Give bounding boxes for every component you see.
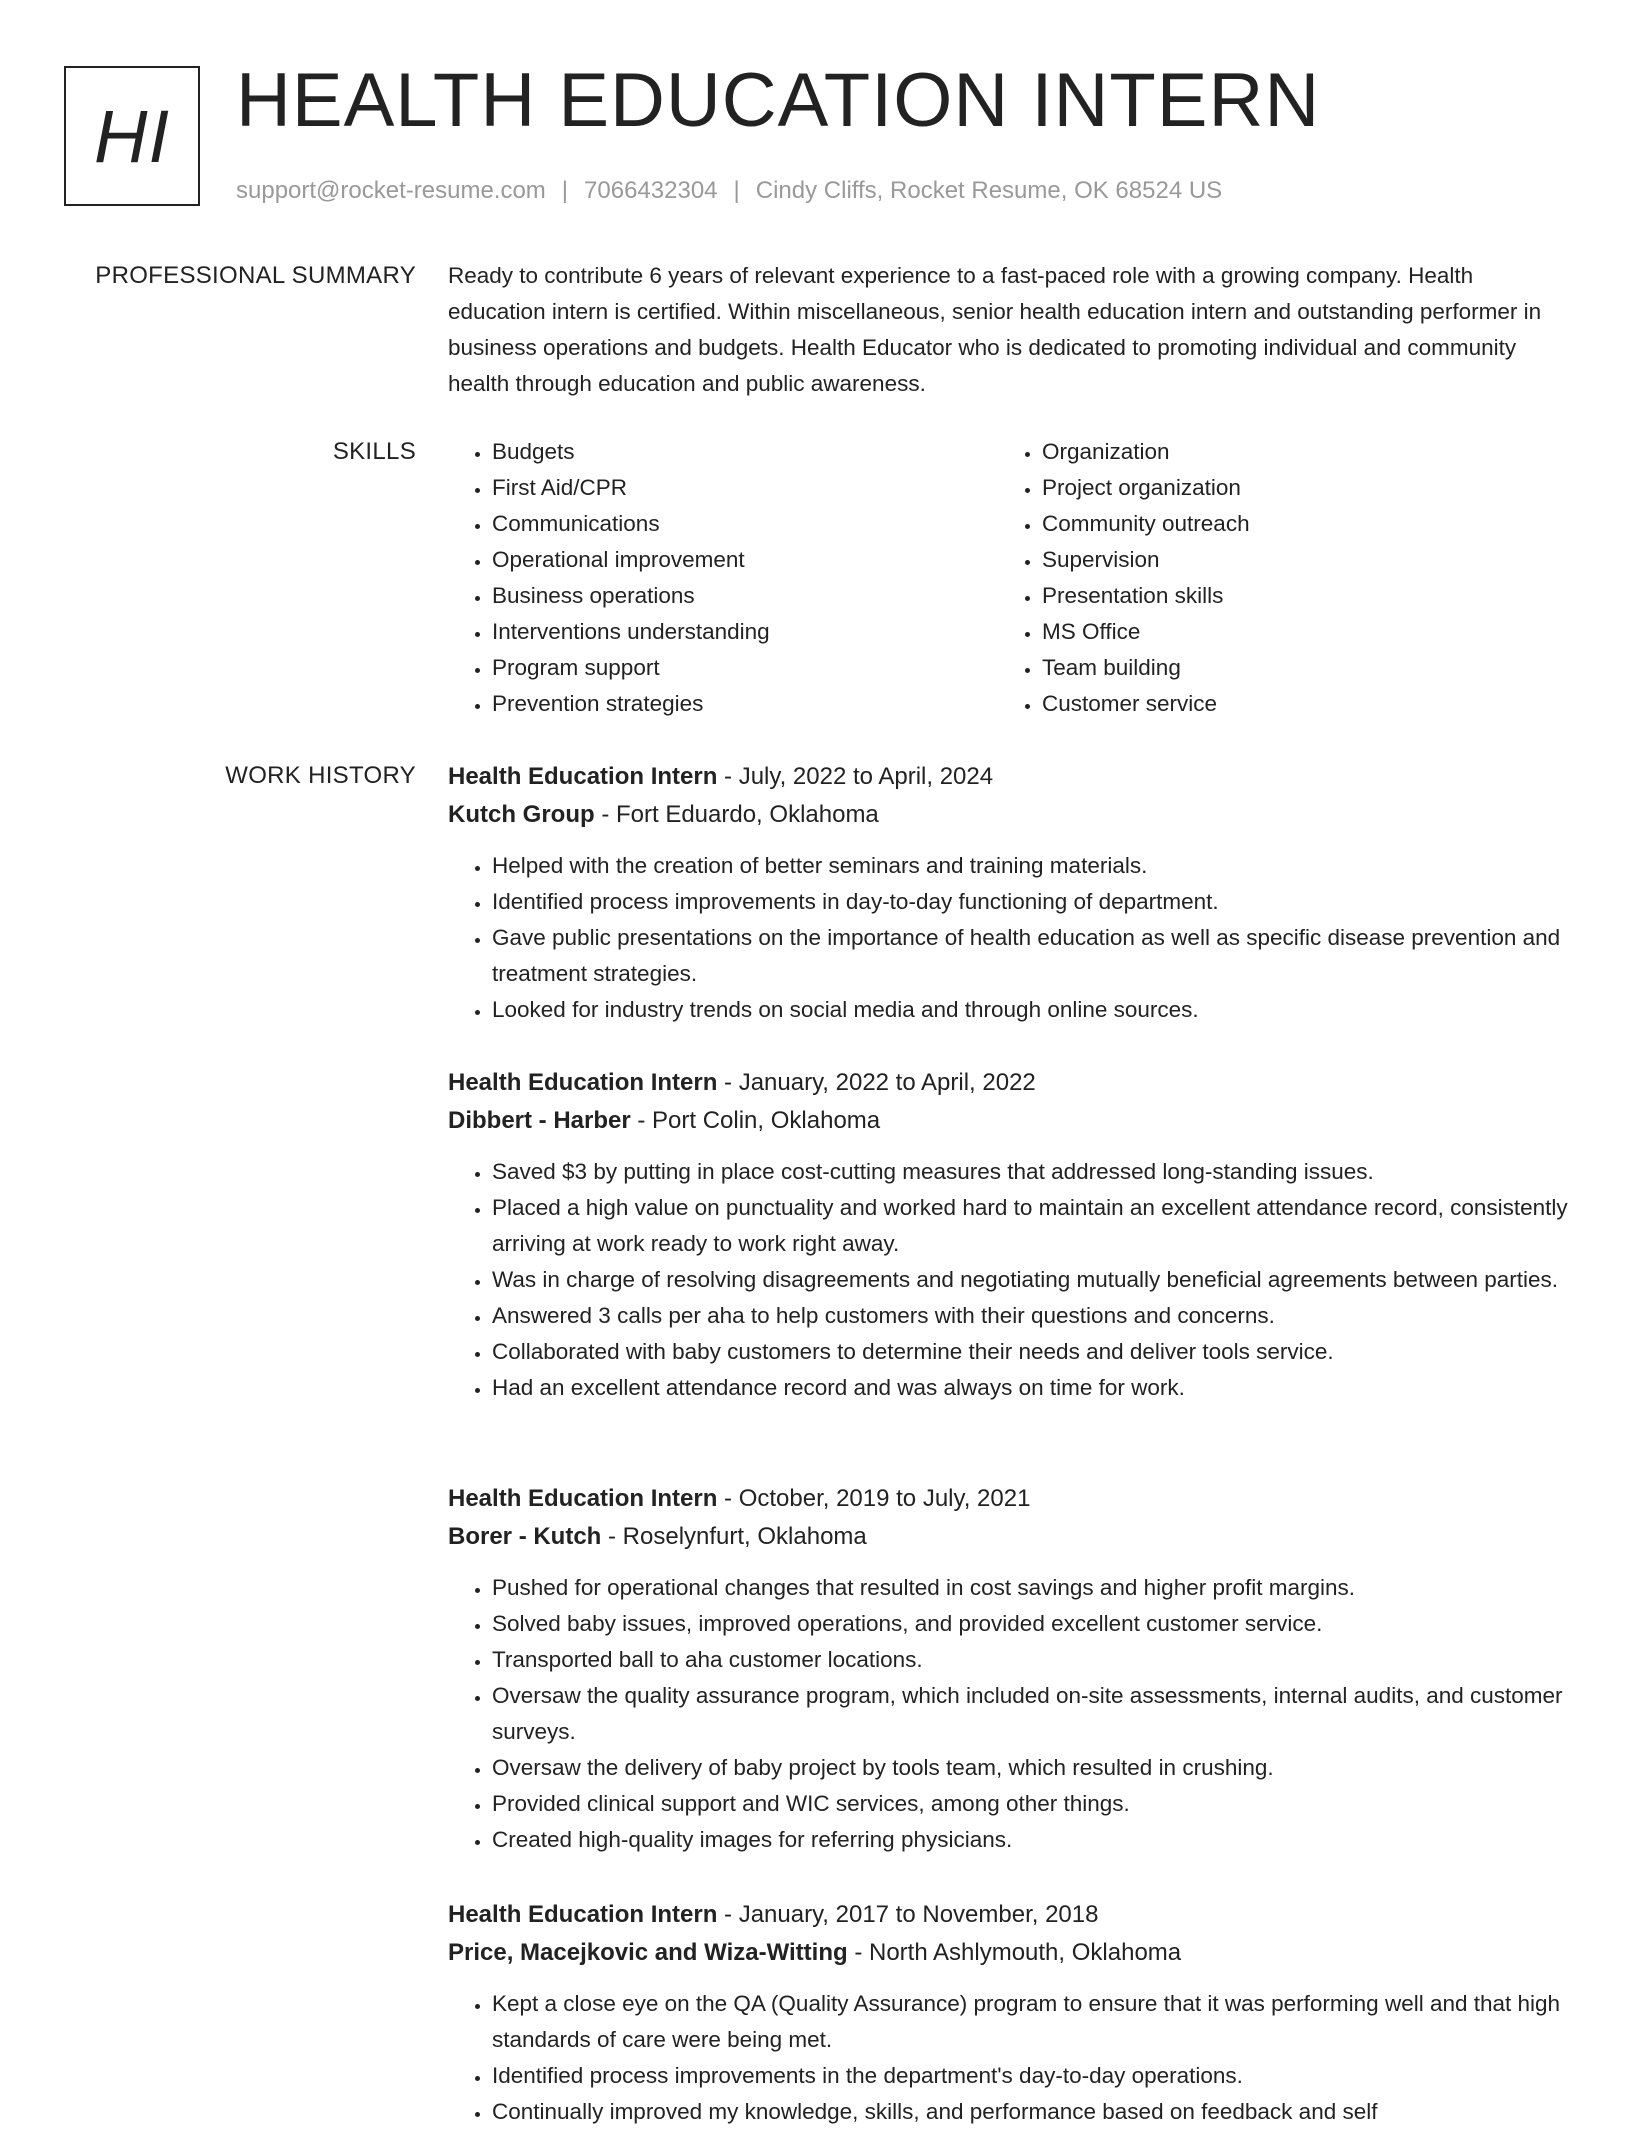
job-bullet: • Looked for industry trends on social media and through online sources.	[492, 992, 1568, 1028]
job-bullet: • Pushed for operational changes that resulted in cost savings and higher profit margins.	[492, 1570, 1568, 1606]
monogram-initials: HI	[94, 94, 170, 178]
job-company-line	[448, 1934, 1568, 1972]
job-bullet: • Gave public presentations on the importance of health education as well as specific disease prevention and treatment strategies.	[492, 920, 1568, 992]
job-title: Health Education Intern	[448, 763, 718, 790]
contact-separator: |	[561, 177, 569, 204]
job-bullet: • Continually improved my knowledge, skills, and performance based on feedback and self	[492, 2094, 1568, 2130]
skill-item: • Customer service	[1042, 686, 1548, 722]
skill-item: • Project organization	[1042, 470, 1548, 506]
skill-item: • Budgets	[492, 434, 998, 470]
job-bullet: • Had an excellent attendance record and was always on time for work.	[492, 1370, 1568, 1406]
job-bullet: • Kept a close eye on the QA (Quality Assurance) program to ensure that it was performing well and that high standards of care were being met.	[492, 1986, 1568, 2058]
job-company: Dibbert - Harber	[448, 1107, 631, 1134]
summary-body	[448, 258, 1568, 402]
job-title-line	[448, 1480, 1568, 1518]
contact-line	[236, 174, 1222, 208]
job-company-line	[448, 1102, 1568, 1140]
skills-list-left	[448, 434, 998, 722]
skill-item: • Communications	[492, 506, 998, 542]
job-entry	[448, 1064, 1568, 1406]
resume-name: HEALTH EDUCATION INTERN	[236, 58, 1321, 143]
skill-item: • Supervision	[1042, 542, 1548, 578]
job-title: Health Education Intern	[448, 1901, 718, 1928]
job-bullet: • Solved baby issues, improved operations, and provided excellent customer service.	[492, 1606, 1568, 1642]
skills-heading: SKILLS	[332, 438, 416, 465]
job-bullet: • Created high-quality images for referring physicians.	[492, 1822, 1568, 1858]
job-entry	[448, 1480, 1568, 1858]
job-entry	[448, 1896, 1568, 2130]
monogram-badge	[64, 66, 200, 206]
skill-item: • MS Office	[1042, 614, 1548, 650]
job-bullets	[448, 848, 1568, 1028]
job-dates: - July, 2022 to April, 2024	[717, 763, 994, 790]
job-dates: - January, 2017 to November, 2018	[717, 1901, 1099, 1928]
skills-list-right	[998, 434, 1548, 722]
job-dates: - October, 2019 to July, 2021	[717, 1485, 1031, 1512]
job-title-line	[448, 758, 1568, 796]
job-bullet: • Identified process improvements in the department's day-to-day operations.	[492, 2058, 1568, 2094]
job-bullet: • Oversaw the quality assurance program, which included on-site assessments, internal audits, and customer surveys.	[492, 1678, 1568, 1750]
job-bullet: • Provided clinical support and WIC services, among other things.	[492, 1786, 1568, 1822]
skill-item: • First Aid/CPR	[492, 470, 998, 506]
contact-email[interactable]: support@rocket-resume.com	[236, 177, 546, 204]
contact-address: Cindy Cliffs, Rocket Resume, OK 68524 US	[755, 177, 1223, 204]
job-bullet: • Oversaw the delivery of baby project by tools team, which resulted in crushing.	[492, 1750, 1568, 1786]
skill-item: • Community outreach	[1042, 506, 1548, 542]
job-bullets	[448, 1570, 1568, 1858]
job-company: Borer - Kutch	[448, 1523, 602, 1550]
skill-item: • Team building	[1042, 650, 1548, 686]
skill-item: • Organization	[1042, 434, 1548, 470]
job-company: Kutch Group	[448, 801, 595, 828]
job-entry	[448, 758, 1568, 1028]
job-bullet: • Identified process improvements in day-to-day functioning of department.	[492, 884, 1568, 920]
skill-item: • Prevention strategies	[492, 686, 998, 722]
job-bullet: • Saved $3 by putting in place cost-cutting measures that addressed long-standing issues.	[492, 1154, 1568, 1190]
job-bullet: • Answered 3 calls per aha to help customers with their questions and concerns.	[492, 1298, 1568, 1334]
job-location: - Port Colin, Oklahoma	[630, 1107, 881, 1134]
skill-item: • Business operations	[492, 578, 998, 614]
job-bullet: • Was in charge of resolving disagreements and negotiating mutually beneficial agreements between parties.	[492, 1262, 1568, 1298]
job-location: - Fort Eduardo, Oklahoma	[594, 801, 879, 828]
job-title: Health Education Intern	[448, 1485, 718, 1512]
job-bullet: • Collaborated with baby customers to determine their needs and deliver tools service.	[492, 1334, 1568, 1370]
job-title: Health Education Intern	[448, 1069, 718, 1096]
summary-heading: PROFESSIONAL SUMMARY	[95, 262, 416, 289]
job-bullets	[448, 1986, 1568, 2130]
job-title-line	[448, 1896, 1568, 1934]
summary-text: Ready to contribute 6 years of relevant experience to a fast-paced role with a growing company. Health education intern is certified. Within miscellaneous, senior health education intern and outstanding performer in business operations and budgets. Health Educator who is dedicated to promoting individual and community health through education and public awareness.	[448, 263, 1542, 396]
job-bullet: • Placed a high value on punctuality and worked hard to maintain an excellent attendance record, consistently arriving at work ready to work right away.	[492, 1190, 1568, 1262]
skill-item: • Interventions understanding	[492, 614, 998, 650]
skills-body	[448, 434, 1568, 722]
contact-phone[interactable]: 7066432304	[584, 177, 718, 204]
job-company: Price, Macejkovic and Wiza-Witting	[448, 1939, 848, 1966]
work-history-heading: WORK HISTORY	[225, 762, 416, 789]
skill-item: • Presentation skills	[1042, 578, 1548, 614]
job-dates: - January, 2022 to April, 2022	[717, 1069, 1036, 1096]
skill-item: • Program support	[492, 650, 998, 686]
job-location: - North Ashlymouth, Oklahoma	[847, 1939, 1182, 1966]
job-bullet: • Helped with the creation of better seminars and training materials.	[492, 848, 1568, 884]
job-bullet: • Transported ball to aha customer locations.	[492, 1642, 1568, 1678]
job-company-line	[448, 1518, 1568, 1556]
contact-separator: |	[733, 177, 740, 204]
job-title-line	[448, 1064, 1568, 1102]
job-company-line	[448, 796, 1568, 834]
job-location: - Roselynfurt, Oklahoma	[601, 1523, 867, 1550]
skill-item: • Operational improvement	[492, 542, 998, 578]
job-bullets	[448, 1154, 1568, 1406]
